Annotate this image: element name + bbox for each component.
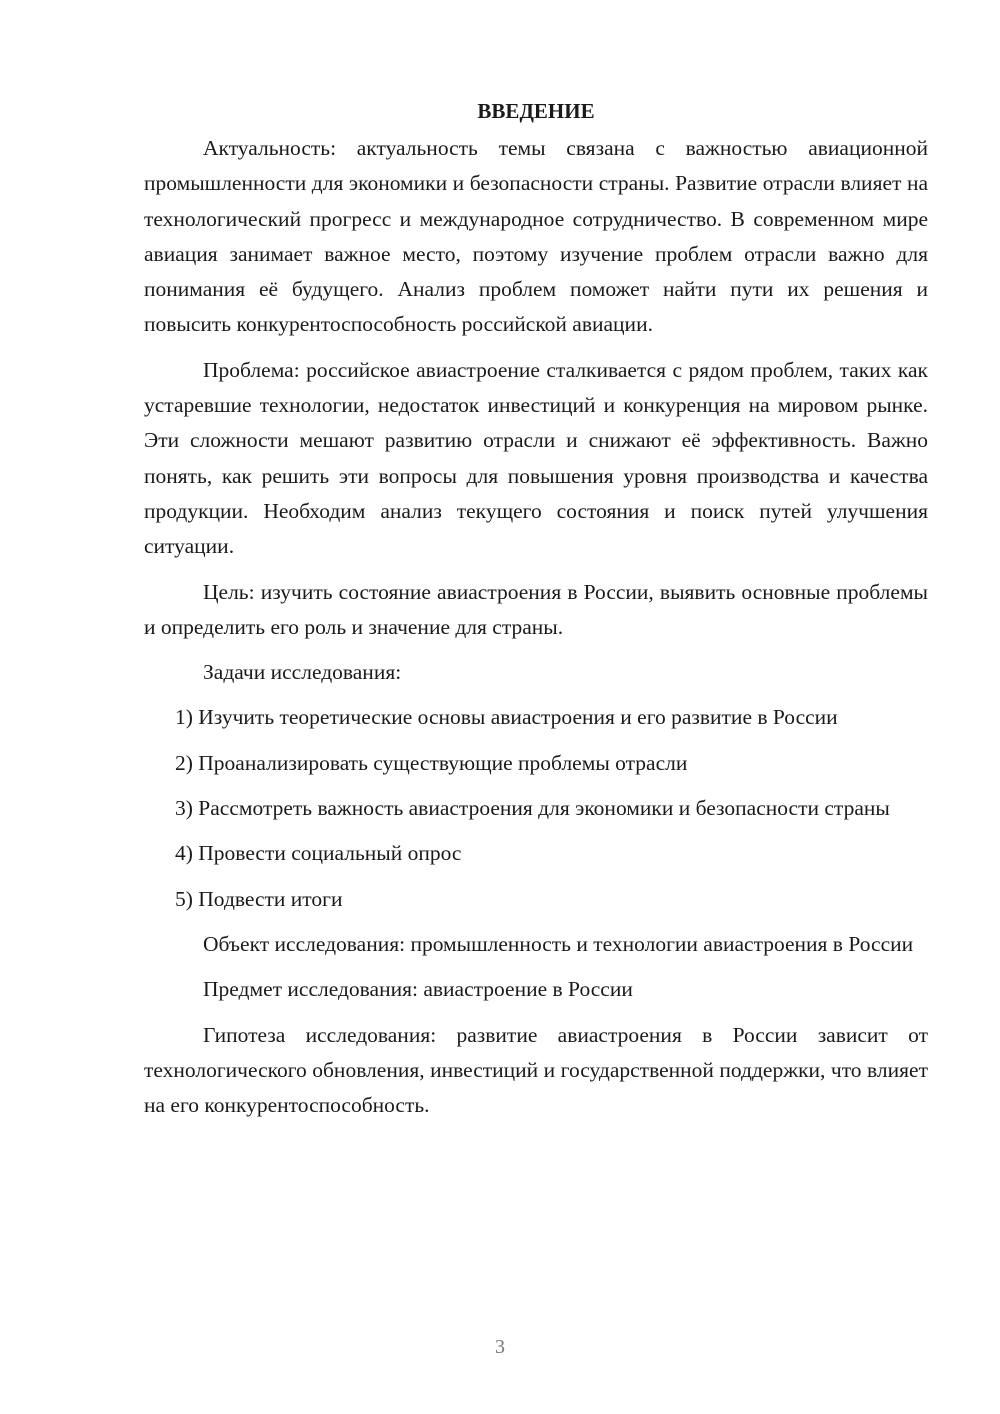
task-item: 2) Проанализировать существующие проблемы отрасли — [175, 750, 688, 775]
tasks-heading: Задачи исследования: — [203, 660, 402, 685]
page-number: 3 — [495, 1336, 505, 1358]
paragraph-problem: Проблема: российское авиастроение сталкивается с рядом проблем, таких как устаревшие технологии, недостаток инвестиций и конкуренция на мировом рынке. Эти сложности мешают развитию отрасли и снижают её эффективность. Важно понять, как решить эти вопросы для повышения уровня производства и качества продукции. Необходим анализ текущего состояния и поиск путей улучшения ситуации. — [144, 357, 928, 559]
task-item: 5) Подвести итоги — [175, 886, 343, 911]
paragraph-object: Объект исследования: промышленность и технологии авиастроения в России — [203, 931, 914, 956]
page-content — [144, 96, 928, 1123]
paragraph-hypothesis: Гипотеза исследования: развитие авиастроения в России зависит от технологического обновления, инвестиций и государственной поддержки, что влияет на его конкурентоспособность. — [144, 1022, 928, 1118]
paragraph-goal: Цель: изучить состояние авиастроения в России, выявить основные проблемы и определить его роль и значение для страны. — [144, 579, 928, 639]
page-title: ВВЕДЕНИЕ — [477, 99, 595, 123]
paragraph-relevance: Актуальность: актуальность темы связана с важностью авиационной промышленности для экономики и безопасности страны. Развитие отрасли влияет на технологический прогресс и международное сотрудничество. В современном мире авиация занимает важное место, поэтому изучение проблем отрасли важно для понимания её будущего. Анализ проблем поможет найти пути их решения и повысить конкурентоспособность российской авиации. — [144, 136, 928, 337]
task-item: 3) Рассмотреть важность авиастроения для экономики и безопасности страны — [175, 796, 890, 821]
paragraph-subject: Предмет исследования: авиастроение в России — [203, 977, 633, 1002]
task-item: 4) Провести социальный опрос — [175, 841, 462, 866]
task-item: 1) Изучить теоретические основы авиастроения и его развитие в России — [175, 705, 838, 730]
